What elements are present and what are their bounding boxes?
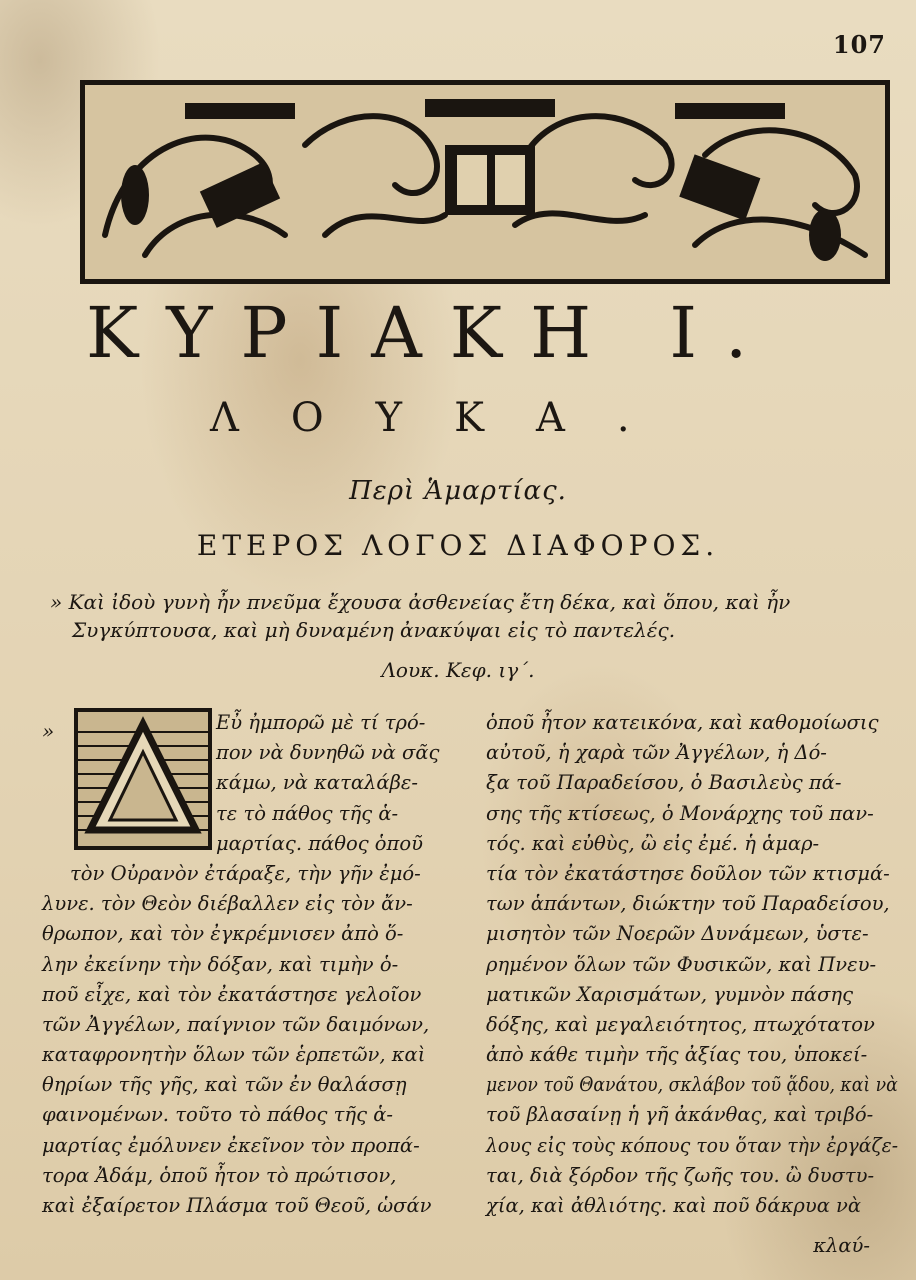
text-line: πον νὰ δυνηθῶ νὰ σᾶς — [216, 741, 440, 765]
text-line: αὐτοῦ, ἡ χαρὰ τῶν Ἀγγέλων, ἡ Δό- — [486, 741, 827, 765]
verse-reference: Λουκ. Κεφ. ιγ΄. — [381, 658, 535, 682]
text-line: τία τὸν ἐκατάστησε δοῦλον τῶν κτισμά- — [486, 861, 890, 885]
text-line: δόξης, καὶ μεγαλειότητος, πτωχότατον — [486, 1012, 875, 1036]
text-line: κάμω, νὰ καταλάβε- — [216, 771, 418, 795]
text-line: τῶν Ἀγγέλων, παίγνιον τῶν δαιμόνων, — [42, 1012, 430, 1036]
text-line: καὶ ἐξαίρετον Πλάσμα τοῦ Θεοῦ, ὡσάν — [42, 1194, 432, 1217]
text-line: μισητὸν τῶν Νοερῶν Δυνάμεων, ὑστε- — [486, 922, 869, 946]
text-line: θρωπον, καὶ τὸν ἐγκρέμνισεν ἀπὸ ὅ- — [42, 922, 404, 946]
text-line: τός. καὶ εὐθὺς, ὢ εἰς ἐμέ. ἡ ἁμαρ- — [486, 831, 820, 855]
text-line: Εὖ ἠμπορῶ μὲ τί τρό- — [216, 711, 426, 734]
verse-line-1: Καὶ ἰδοὺ γυνὴ ἦν πνεῦμα ἔχουσα ἀσθενείας ἔτη δέκα, καὶ ὅπου, καὶ ἦν — [68, 590, 791, 614]
text-line: λυνε. τὸν Θεὸν διέβαλλεν εἰς τὸν ἄν- — [42, 892, 413, 916]
text-line: ται, διὰ ξόρδον τῆς ζωῆς του. ὢ δυστυ- — [486, 1163, 875, 1187]
text-line: θηρίων τῆς γῆς, καὶ τῶν ἐν θαλάσσῃ — [42, 1073, 407, 1097]
section-heading: ΕΤΕΡΟΣ ΛΟΓΟΣ ΔΙΑΦΟΡΟΣ. — [196, 529, 720, 562]
text-line: ρημένον ὅλων τῶν Φυσικῶν, καὶ Πνευ- — [486, 952, 877, 976]
headpiece-woodcut — [85, 85, 885, 279]
text-line: τορα Ἀδάμ, ὁποῦ ἦτον τὸ πρώτισον, — [42, 1163, 397, 1187]
text-line: ἀπὸ κάθε τιμὴν τῆς ἀξίας του, ὑποκεί- — [486, 1043, 868, 1067]
text-line: φαινομένων. τοῦτο τὸ πάθος τῆς ἁ- — [42, 1103, 393, 1127]
text-line: σης τῆς κτίσεως, ὁ Μονάρχης τοῦ παν- — [486, 801, 874, 825]
text-line: τε τὸ πάθος τῆς ἁ- — [216, 801, 399, 825]
text-line: καταφρονητὴν ὅλων τῶν ἑρπετῶν, καὶ — [42, 1043, 426, 1067]
quote-mark: » — [50, 590, 63, 614]
right-column — [486, 708, 898, 1221]
headpiece-ornament — [80, 80, 890, 284]
text-line: ποῦ εἶχε, καὶ τὸν ἐκατάστησε γελοῖον — [42, 982, 422, 1006]
text-line: μαρτίας ἐμόλυνεν ἐκεῖνον τὸν προπά- — [42, 1133, 420, 1157]
text-line: μενον τοῦ Θανάτου, σκλάβον τοῦ ᾅδου, καὶ νὰ — [486, 1073, 898, 1097]
text-line: ξα τοῦ Παραδείσου, ὁ Βασιλεὺς πά- — [486, 771, 842, 795]
text-line: τὸν Οὐρανὸν ἐτάραξε, τὴν γῆν ἐμό- — [70, 861, 421, 885]
gospel-title: ΛΟΥΚΑ. — [210, 395, 682, 441]
text-line: λους εἰς τοὺς κόπους του ὅταν τὴν ἐργάζε- — [486, 1133, 899, 1157]
text-line: των ἁπάντων, διώκτην τοῦ Παραδείσου, — [486, 892, 890, 916]
subject-heading: Περὶ Ἁμαρτίας. — [349, 476, 567, 506]
text-line: μαρτίας. πάθος ὁποῦ — [216, 831, 423, 855]
text-line: τοῦ βλασαίνῃ ἡ γῆ ἀκάνθας, καὶ τριβό- — [486, 1103, 874, 1127]
page-number: 107 — [832, 30, 886, 59]
page-title: ΚΥΡΙΑΚΗ Ι. — [86, 292, 776, 374]
verse-line-2: Συγκύπτουσα, καὶ μὴ δυναμένη ἀνακύψαι εἰς τὸ παντελές. — [72, 618, 676, 642]
text-line: ματικῶν Χαρισμάτων, γυμνὸν πάσης — [486, 982, 853, 1006]
epigraph-verse — [50, 588, 870, 644]
text-line: χία, καὶ ἀθλιότης. καὶ ποῦ δάκρυα νὰ — [486, 1194, 862, 1217]
verse-line — [50, 588, 870, 616]
text-line: λην ἐκείνην τὴν δόξαν, καὶ τιμὴν ὁ- — [42, 952, 399, 976]
left-quote-mark: » — [42, 719, 55, 743]
left-column — [22, 708, 472, 1221]
text-line: ὁποῦ ἦτον κατεικόνα, καὶ καθομοίωσις — [486, 711, 879, 734]
catchword: κλαύ- — [813, 1234, 870, 1257]
